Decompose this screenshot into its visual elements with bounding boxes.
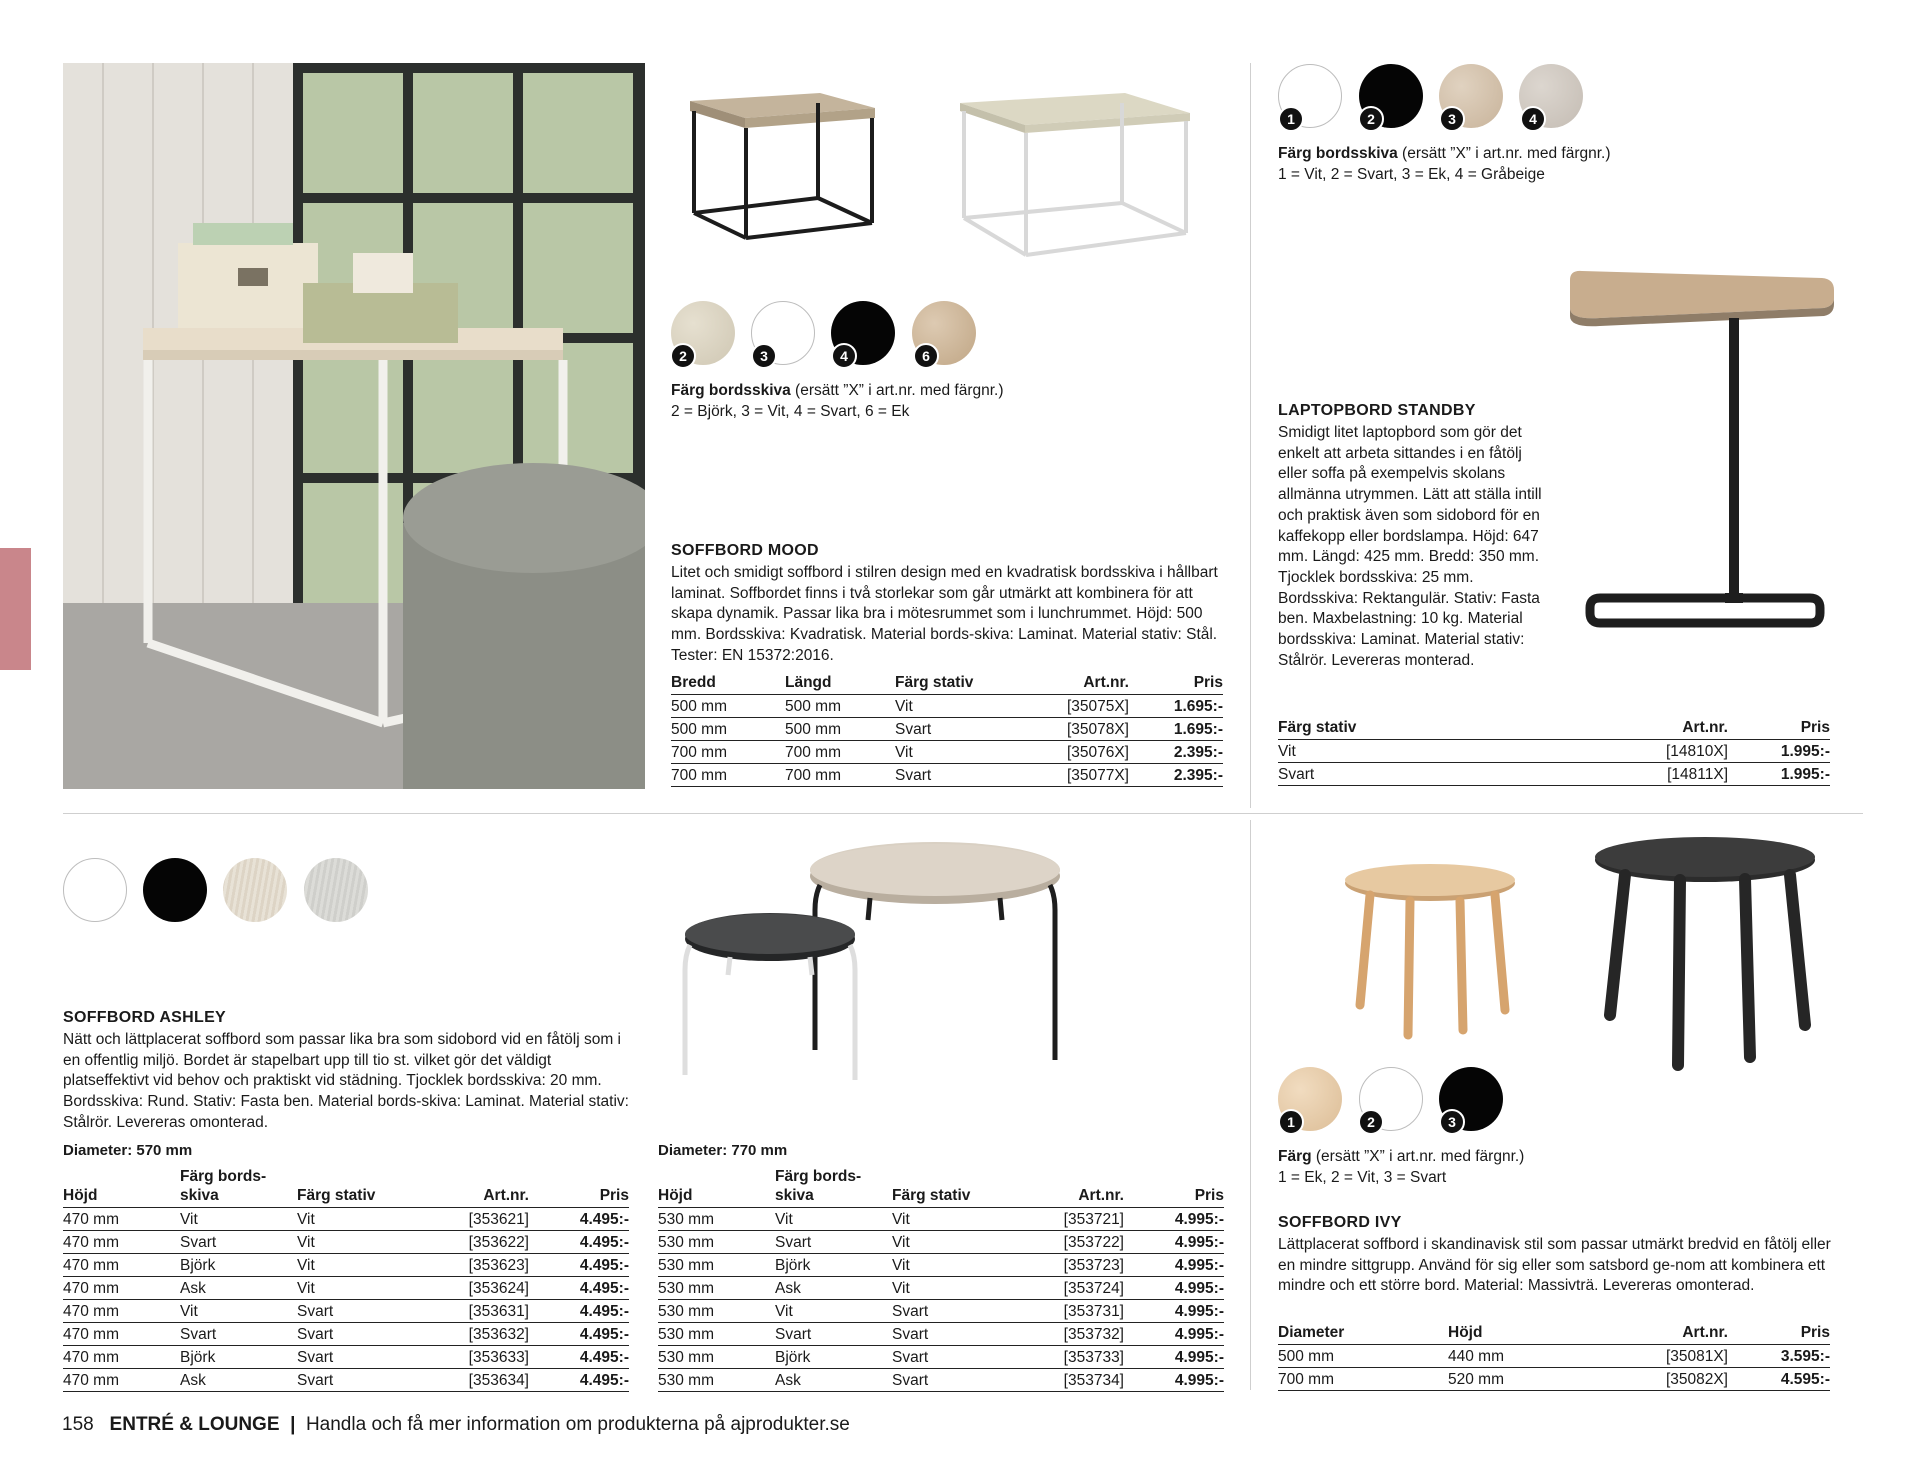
col-header: Färg stativ: [297, 1167, 417, 1208]
cell: 470 mm: [63, 1323, 180, 1346]
cell: [35082X]: [1598, 1368, 1728, 1391]
mood-description: Litet och smidigt soffbord i stilren design med en kvadratisk bordsskiva i hållbart laminat. Soffbordet finns i två storlekar som går utmärkt att kombinera för att skapa dynamik. Passar lika bra i mötesrummet som i lunchrummet. Höjd: 500 mm. Bordsskiva: Kvadratisk. Material bords-skiva: Laminat. Material stativ: Stål. Tester: EN 15372:2016.: [671, 564, 1218, 664]
cell: 500 mm: [671, 695, 785, 718]
swatch-number-badge: 4: [831, 343, 857, 369]
cell: 500 mm: [1278, 1345, 1448, 1368]
table-row: [63, 1254, 629, 1277]
cell: [35075X]: [1025, 695, 1129, 718]
cell: Svart: [297, 1300, 417, 1323]
footer-section: ENTRÉ & LOUNGE: [109, 1414, 280, 1435]
cell: [353622]: [417, 1231, 529, 1254]
table-row: [658, 1323, 1224, 1346]
cell: [14811X]: [1578, 763, 1728, 786]
mood-table-white-illustration: [950, 83, 1195, 263]
table-header-row: [1278, 718, 1830, 740]
price-cell: 4.495:-: [529, 1323, 629, 1346]
price-cell: 4.495:-: [529, 1346, 629, 1369]
table-row: [671, 741, 1223, 764]
cell: [35078X]: [1025, 718, 1129, 741]
cell: 530 mm: [658, 1254, 775, 1277]
caption-rest: (ersätt ”X” i art.nr. med färgnr.): [790, 382, 1004, 399]
cell: 470 mm: [63, 1208, 180, 1231]
col-header: Pris: [1124, 1167, 1224, 1208]
cell: 500 mm: [671, 718, 785, 741]
swatch-number-badge: 3: [751, 343, 777, 369]
cell: [353634]: [417, 1369, 529, 1392]
cell: 530 mm: [658, 1346, 775, 1369]
table-row: [658, 1254, 1224, 1277]
col-header: Bredd: [671, 673, 785, 695]
price-cell: 4.595:-: [1728, 1368, 1830, 1391]
cell: Vit: [892, 1208, 1012, 1231]
col-header: Diameter: [1278, 1323, 1448, 1345]
cell: [353633]: [417, 1346, 529, 1369]
cell: Svart: [775, 1231, 892, 1254]
col-header: Pris: [529, 1167, 629, 1208]
cell: 470 mm: [63, 1369, 180, 1392]
col-header: Art.nr.: [1025, 673, 1129, 695]
standby-table-illustration: [1560, 268, 1840, 658]
page-footer: [62, 1414, 850, 1436]
column-divider: [1250, 63, 1251, 808]
price-cell: 2.395:-: [1129, 764, 1223, 787]
cell: Vit: [892, 1254, 1012, 1277]
price-cell: 1.695:-: [1129, 695, 1223, 718]
table-row: [658, 1300, 1224, 1323]
cell: Björk: [180, 1346, 297, 1369]
table-header-row: [1278, 1323, 1830, 1345]
cell: [353731]: [1012, 1300, 1124, 1323]
mood-color-caption: [671, 380, 1051, 422]
col-header: Höjd: [63, 1167, 180, 1208]
table-row: [1278, 740, 1830, 763]
cell: Vit: [895, 695, 1025, 718]
cell: [353621]: [417, 1208, 529, 1231]
swatch-number-badge: 2: [1358, 1109, 1384, 1135]
ashley-tables-illustration: [670, 840, 1190, 1085]
table-row: [658, 1369, 1224, 1392]
cell: Svart: [297, 1323, 417, 1346]
cell: 700 mm: [671, 764, 785, 787]
col-header: Art.nr.: [1598, 1323, 1728, 1345]
mood-table-black-illustration: [680, 83, 880, 248]
swatch-number-badge: 3: [1439, 1109, 1465, 1135]
cell: Svart: [297, 1369, 417, 1392]
cell: 470 mm: [63, 1346, 180, 1369]
col-header: Pris: [1129, 673, 1223, 695]
table-row: [1278, 763, 1830, 786]
cell: [353623]: [417, 1254, 529, 1277]
table-header-row: [658, 1167, 1224, 1208]
caption-bold: Färg: [1278, 1148, 1312, 1165]
cell: Vit: [297, 1231, 417, 1254]
ashley-price-table-570: [63, 1167, 629, 1392]
ivy-title: SOFFBORD IVY: [1278, 1214, 1402, 1231]
cell: Svart: [1278, 763, 1578, 786]
cell: Svart: [895, 718, 1025, 741]
product-image-ivy: [1335, 835, 1815, 1075]
cell: 520 mm: [1448, 1368, 1598, 1391]
standby-price-table: [1278, 718, 1830, 786]
price-cell: 4.495:-: [529, 1231, 629, 1254]
swatch-number-badge: 4: [1520, 106, 1546, 132]
col-header: Längd: [785, 673, 895, 695]
col-header: Färg bords-skiva: [180, 1167, 297, 1208]
column-divider: [1250, 820, 1251, 1390]
ivy-tables-illustration: [1335, 835, 1815, 1075]
standby-title: LAPTOPBORD STANDBY: [1278, 402, 1476, 419]
cell: [35081X]: [1598, 1345, 1728, 1368]
ashley-diameter-570: Diameter: 570 mm: [63, 1142, 193, 1159]
table-row: [63, 1231, 629, 1254]
table-row: [658, 1208, 1224, 1231]
swatch-number-badge: 2: [670, 343, 696, 369]
cell: Svart: [892, 1346, 1012, 1369]
price-cell: 4.995:-: [1124, 1300, 1224, 1323]
price-cell: 4.995:-: [1124, 1254, 1224, 1277]
table-row: [658, 1277, 1224, 1300]
ivy-description: Lättplacerat soffbord i skandinavisk stil som passar utmärkt bredvid en fåtölj eller en mindre sittgrupp. Använd för sig eller som satsbord ge-nom att kombinera ett mindre och ett större bord. Material: Massivträ. Levereras omonterad.: [1278, 1236, 1831, 1295]
cell: [353721]: [1012, 1208, 1124, 1231]
ashley-description: Nätt och lättplacerat soffbord som passar lika bra som sidobord vid en fåtölj som i en offentlig miljö. Bordet är stapelbart upp till tio st. vilket gör det väldigt platseffektivt vid behov och praktiskt vid städning. Tjocklek bordsskiva: 20 mm. Bordsskiva: Rund. Stativ: Fasta ben. Material bords-skiva: Laminat. Material stativ: Stålrör. Levereras omonterad.: [63, 1031, 629, 1131]
cell: Svart: [775, 1323, 892, 1346]
col-header: Art.nr.: [1578, 718, 1728, 740]
caption-line2: 1 = Ek, 2 = Vit, 3 = Svart: [1278, 1169, 1447, 1186]
caption-bold: Färg bordsskiva: [671, 382, 791, 399]
row-divider: [63, 813, 1863, 814]
table-row: [63, 1369, 629, 1392]
cell: [353624]: [417, 1277, 529, 1300]
standby-description: Smidigt litet laptopbord som gör det enkelt att arbeta sittandes i en fåtölj eller soffa på exempelvis skolans allmänna utrymmen. Lätt att ställa intill och praktisk även som sidobord för en kaffekopp eller bordslampa. Höjd: 647 mm. Längd: 425 mm. Bredd: 350 mm. Tjocklek bordsskiva: 25 mm. Bordsskiva: Rektangulär. Stativ: Fasta ben. Maxbelastning: 10 kg. Material bordsskiva: Laminat. Material stativ: Stålrör. Levereras monterad.: [1278, 424, 1542, 669]
swatch-ash: [304, 858, 368, 922]
standby-color-caption: [1278, 143, 1698, 185]
price-cell: 4.995:-: [1124, 1231, 1224, 1254]
cell: [353724]: [1012, 1277, 1124, 1300]
swatch-number-badge: 3: [1439, 106, 1465, 132]
cell: [353722]: [1012, 1231, 1124, 1254]
table-row: [63, 1323, 629, 1346]
ashley-price-table-770: [658, 1167, 1224, 1392]
cell: [353723]: [1012, 1254, 1124, 1277]
col-header: Pris: [1728, 718, 1830, 740]
price-cell: 1.995:-: [1728, 740, 1830, 763]
product-photo-mood-room: [63, 63, 645, 789]
cell: 530 mm: [658, 1208, 775, 1231]
cell: Vit: [297, 1277, 417, 1300]
product-image-ashley: [670, 840, 1190, 1085]
cell: Björk: [180, 1254, 297, 1277]
col-header: Pris: [1728, 1323, 1830, 1345]
mood-price-table: [671, 673, 1223, 787]
price-cell: 4.495:-: [529, 1369, 629, 1392]
table-row: [658, 1346, 1224, 1369]
caption-rest: (ersätt ”X” i art.nr. med färgnr.): [1397, 145, 1611, 162]
table-row: [658, 1231, 1224, 1254]
cell: [353632]: [417, 1323, 529, 1346]
price-cell: 1.995:-: [1728, 763, 1830, 786]
price-cell: 4.495:-: [529, 1208, 629, 1231]
cell: Svart: [180, 1323, 297, 1346]
cell: 440 mm: [1448, 1345, 1598, 1368]
cell: 470 mm: [63, 1231, 180, 1254]
ashley-diameter-770: Diameter: 770 mm: [658, 1142, 788, 1159]
price-cell: 3.595:-: [1728, 1345, 1830, 1368]
ashley-title: SOFFBORD ASHLEY: [63, 1009, 227, 1026]
cell: [14810X]: [1578, 740, 1728, 763]
cell: Vit: [892, 1231, 1012, 1254]
footer-separator: |: [290, 1414, 296, 1435]
cell: Ask: [180, 1369, 297, 1392]
cell: 470 mm: [63, 1254, 180, 1277]
cell: Svart: [892, 1300, 1012, 1323]
col-header: Färg stativ: [895, 673, 1025, 695]
price-cell: 4.995:-: [1124, 1369, 1224, 1392]
price-cell: 4.995:-: [1124, 1277, 1224, 1300]
caption-line2: 1 = Vit, 2 = Svart, 3 = Ek, 4 = Gråbeige: [1278, 166, 1545, 183]
cell: 700 mm: [785, 741, 895, 764]
ivy-price-table: [1278, 1323, 1830, 1391]
cell: Svart: [180, 1231, 297, 1254]
cell: Ask: [775, 1277, 892, 1300]
cell: [353732]: [1012, 1323, 1124, 1346]
col-header: Art.nr.: [1012, 1167, 1124, 1208]
cell: Björk: [775, 1254, 892, 1277]
cell: 470 mm: [63, 1300, 180, 1323]
cell: 500 mm: [785, 695, 895, 718]
ivy-color-caption: [1278, 1146, 1698, 1188]
cell: Vit: [775, 1208, 892, 1231]
col-header: Färg bords-skiva: [775, 1167, 892, 1208]
caption-line2: 2 = Björk, 3 = Vit, 4 = Svart, 6 = Ek: [671, 403, 910, 420]
cell: Svart: [297, 1346, 417, 1369]
table-row: [1278, 1368, 1830, 1391]
cell: 470 mm: [63, 1277, 180, 1300]
cell: 530 mm: [658, 1231, 775, 1254]
cell: Svart: [895, 764, 1025, 787]
room-scene-illustration: [63, 63, 645, 789]
cell: Vit: [895, 741, 1025, 764]
col-header: Färg stativ: [1278, 718, 1578, 740]
swatch-black: [143, 858, 207, 922]
cell: 530 mm: [658, 1277, 775, 1300]
product-image-mood-large-white: [950, 83, 1195, 263]
price-cell: 4.495:-: [529, 1300, 629, 1323]
table-row: [63, 1277, 629, 1300]
product-image-mood-small-black: [680, 83, 880, 248]
cell: 700 mm: [1278, 1368, 1448, 1391]
swatch-number-badge: 1: [1278, 1109, 1304, 1135]
price-cell: 4.495:-: [529, 1254, 629, 1277]
col-header: Färg stativ: [892, 1167, 1012, 1208]
table-row: [671, 695, 1223, 718]
cell: 530 mm: [658, 1369, 775, 1392]
table-row: [63, 1208, 629, 1231]
price-cell: 1.695:-: [1129, 718, 1223, 741]
cell: [35076X]: [1025, 741, 1129, 764]
cell: Vit: [1278, 740, 1578, 763]
cell: Ask: [775, 1369, 892, 1392]
cell: Vit: [180, 1208, 297, 1231]
cell: 700 mm: [671, 741, 785, 764]
table-row: [671, 764, 1223, 787]
cell: [35077X]: [1025, 764, 1129, 787]
cell: Vit: [180, 1300, 297, 1323]
caption-bold: Färg bordsskiva: [1278, 145, 1398, 162]
ashley-t2-body: [658, 1208, 1224, 1392]
cell: [353631]: [417, 1300, 529, 1323]
cell: Svart: [892, 1369, 1012, 1392]
cell: Vit: [892, 1277, 1012, 1300]
cell: Ask: [180, 1277, 297, 1300]
cell: 530 mm: [658, 1300, 775, 1323]
swatch-white: [63, 858, 127, 922]
mood-title: SOFFBORD MOOD: [671, 542, 819, 559]
price-cell: 4.995:-: [1124, 1323, 1224, 1346]
table-header-row: [63, 1167, 629, 1208]
section-tab-marker: [0, 548, 31, 670]
price-cell: 2.395:-: [1129, 741, 1223, 764]
swatch-number-badge: 6: [913, 343, 939, 369]
cell: Vit: [775, 1300, 892, 1323]
col-header: Höjd: [658, 1167, 775, 1208]
table-row: [63, 1300, 629, 1323]
swatch-birch: [223, 858, 287, 922]
ashley-t1-body: [63, 1208, 629, 1392]
swatch-number-badge: 2: [1358, 106, 1384, 132]
cell: 500 mm: [785, 718, 895, 741]
caption-rest: (ersätt ”X” i art.nr. med färgnr.): [1311, 1148, 1525, 1165]
swatch-number-badge: 1: [1278, 106, 1304, 132]
cell: [353733]: [1012, 1346, 1124, 1369]
price-cell: 4.995:-: [1124, 1208, 1224, 1231]
footer-link-text[interactable]: Handla och få mer information om produkterna på ajprodukter.se: [305, 1414, 850, 1435]
table-row: [671, 718, 1223, 741]
price-cell: 4.495:-: [529, 1277, 629, 1300]
table-row: [63, 1346, 629, 1369]
price-cell: 4.995:-: [1124, 1346, 1224, 1369]
col-header: Höjd: [1448, 1323, 1598, 1345]
cell: 700 mm: [785, 764, 895, 787]
cell: Svart: [892, 1323, 1012, 1346]
cell: [353734]: [1012, 1369, 1124, 1392]
cell: Björk: [775, 1346, 892, 1369]
page-number: 158: [62, 1414, 94, 1435]
table-row: [1278, 1345, 1830, 1368]
cell: Vit: [297, 1254, 417, 1277]
cell: Vit: [297, 1208, 417, 1231]
product-image-standby: [1560, 268, 1840, 658]
cell: 530 mm: [658, 1323, 775, 1346]
col-header: Art.nr.: [417, 1167, 529, 1208]
table-header-row: [671, 673, 1223, 695]
